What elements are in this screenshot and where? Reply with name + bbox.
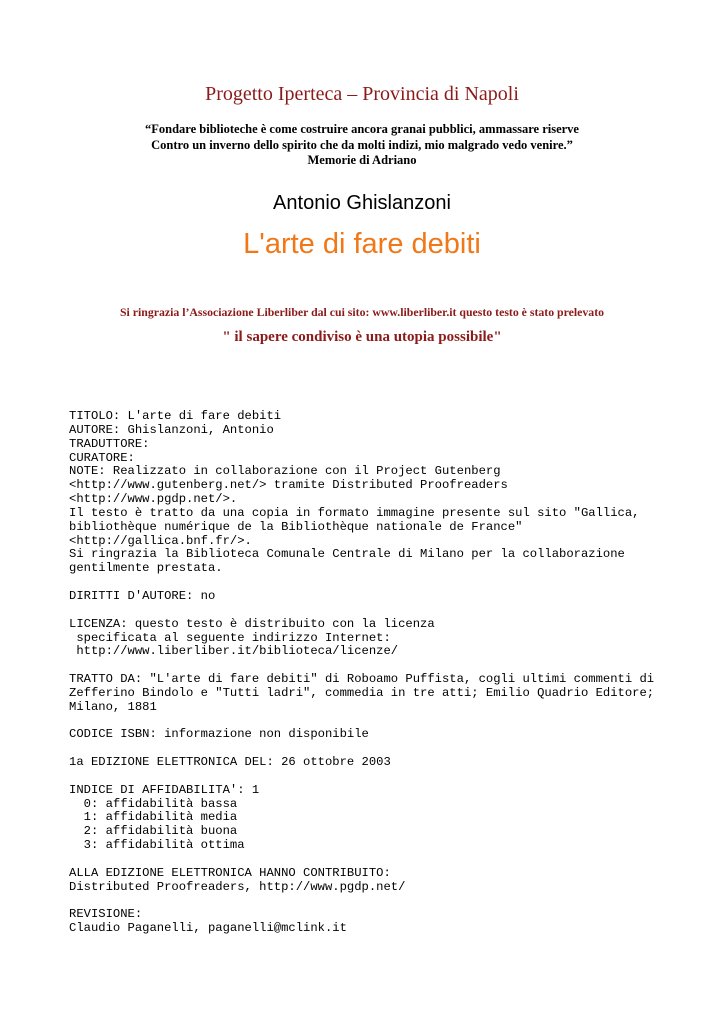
metadata-line: DIRITTI D'AUTORE: no	[69, 588, 216, 603]
metadata-line: <http://gallica.bnf.fr/>.	[69, 533, 252, 548]
metadata-line: INDICE DI AFFIDABILITA': 1	[69, 782, 260, 797]
quote-line: “Fondare biblioteche è come costruire ancora granai pubblici, ammassare riserve	[145, 122, 579, 136]
metadata-line	[69, 659, 709, 673]
metadata-line: Milano, 1881	[69, 699, 157, 714]
metadata-line: 2: affidabilità buona	[69, 824, 238, 839]
metadata-line	[69, 853, 709, 867]
metadata-line: 0: affidabilità bassa	[69, 796, 238, 811]
metadata-line: Si ringrazia la Biblioteca Comunale Centrale di Milano per la collaborazione	[69, 547, 625, 562]
book-title: L'arte di fare debiti	[243, 228, 481, 260]
metadata-line: 3: affidabilità ottima	[69, 838, 245, 853]
metadata-line: bibliothèque numérique de la Bibliothèque nationale de France"	[69, 519, 523, 534]
book-author: Antonio Ghislanzoni	[273, 192, 451, 214]
quote-source: Memorie di Adriano	[307, 153, 417, 167]
metadata-line: gentilmente prestata.	[69, 561, 223, 576]
metadata-line	[69, 604, 709, 618]
metadata-line: <http://www.pgdp.net/>.	[69, 492, 238, 507]
metadata-line: Distributed Proofreaders, http://www.pgdp.net/	[69, 879, 406, 894]
acknowledgment-text: Si ringrazia l’Associazione Liberliber dal cui sito: www.liberliber.it questo testo è stato prelevato	[119, 305, 605, 319]
metadata-line: TITOLO: L'arte di fare debiti	[69, 409, 282, 423]
metadata-block	[69, 410, 709, 936]
motto-text: " il sapere condiviso è una utopia possibile"	[222, 329, 502, 345]
metadata-line: Zefferino Bindolo e "Tutti ladri", commedia in tre atti; Emilio Quadrio Editore;	[69, 685, 655, 700]
metadata-line: Claudio Paganelli, paganelli@mclink.it	[69, 921, 347, 936]
metadata-line	[69, 770, 709, 784]
metadata-line	[69, 715, 709, 729]
metadata-line: Il testo è tratto da una copia in formato immagine presente sul sito "Gallica,	[69, 505, 640, 520]
metadata-line: ALLA EDIZIONE ELETTRONICA HANNO CONTRIBUITO:	[69, 865, 391, 880]
metadata-line	[69, 895, 709, 909]
metadata-line	[69, 576, 709, 590]
metadata-line	[69, 742, 709, 756]
metadata-line: <http://www.gutenberg.net/> tramite Distributed Proofreaders	[69, 478, 508, 493]
metadata-line: NOTE: Realizzato in collaborazione con il Project Gutenberg	[69, 464, 501, 479]
metadata-line: specificata al seguente indirizzo Internet:	[69, 630, 391, 645]
metadata-line: CODICE ISBN: informazione non disponibile	[69, 727, 369, 742]
metadata-line: REVISIONE:	[69, 907, 143, 922]
metadata-line: http://www.liberliber.it/biblioteca/licenze/	[69, 644, 399, 659]
metadata-line: 1: affidabilità media	[69, 810, 238, 825]
metadata-line: LICENZA: questo testo è distribuito con la licenza	[69, 616, 435, 631]
metadata-line: CURATORE:	[69, 450, 135, 465]
quote-line: Contro un inverno dello spirito che da molti indizi, mio malgrado vedo venire.”	[151, 137, 573, 152]
epigraph-quote	[0, 122, 724, 169]
metadata-line: TRADUTTORE:	[69, 436, 150, 451]
metadata-line: AUTORE: Ghislanzoni, Antonio	[69, 422, 274, 437]
project-title: Progetto Iperteca – Provincia di Napoli	[205, 83, 519, 105]
metadata-line: TRATTO DA: "L'arte di fare debiti" di Roboamo Puffista, cogli ultimi commenti di	[69, 672, 655, 687]
metadata-line: 1a EDIZIONE ELETTRONICA DEL: 26 ottobre 2003	[69, 755, 391, 770]
